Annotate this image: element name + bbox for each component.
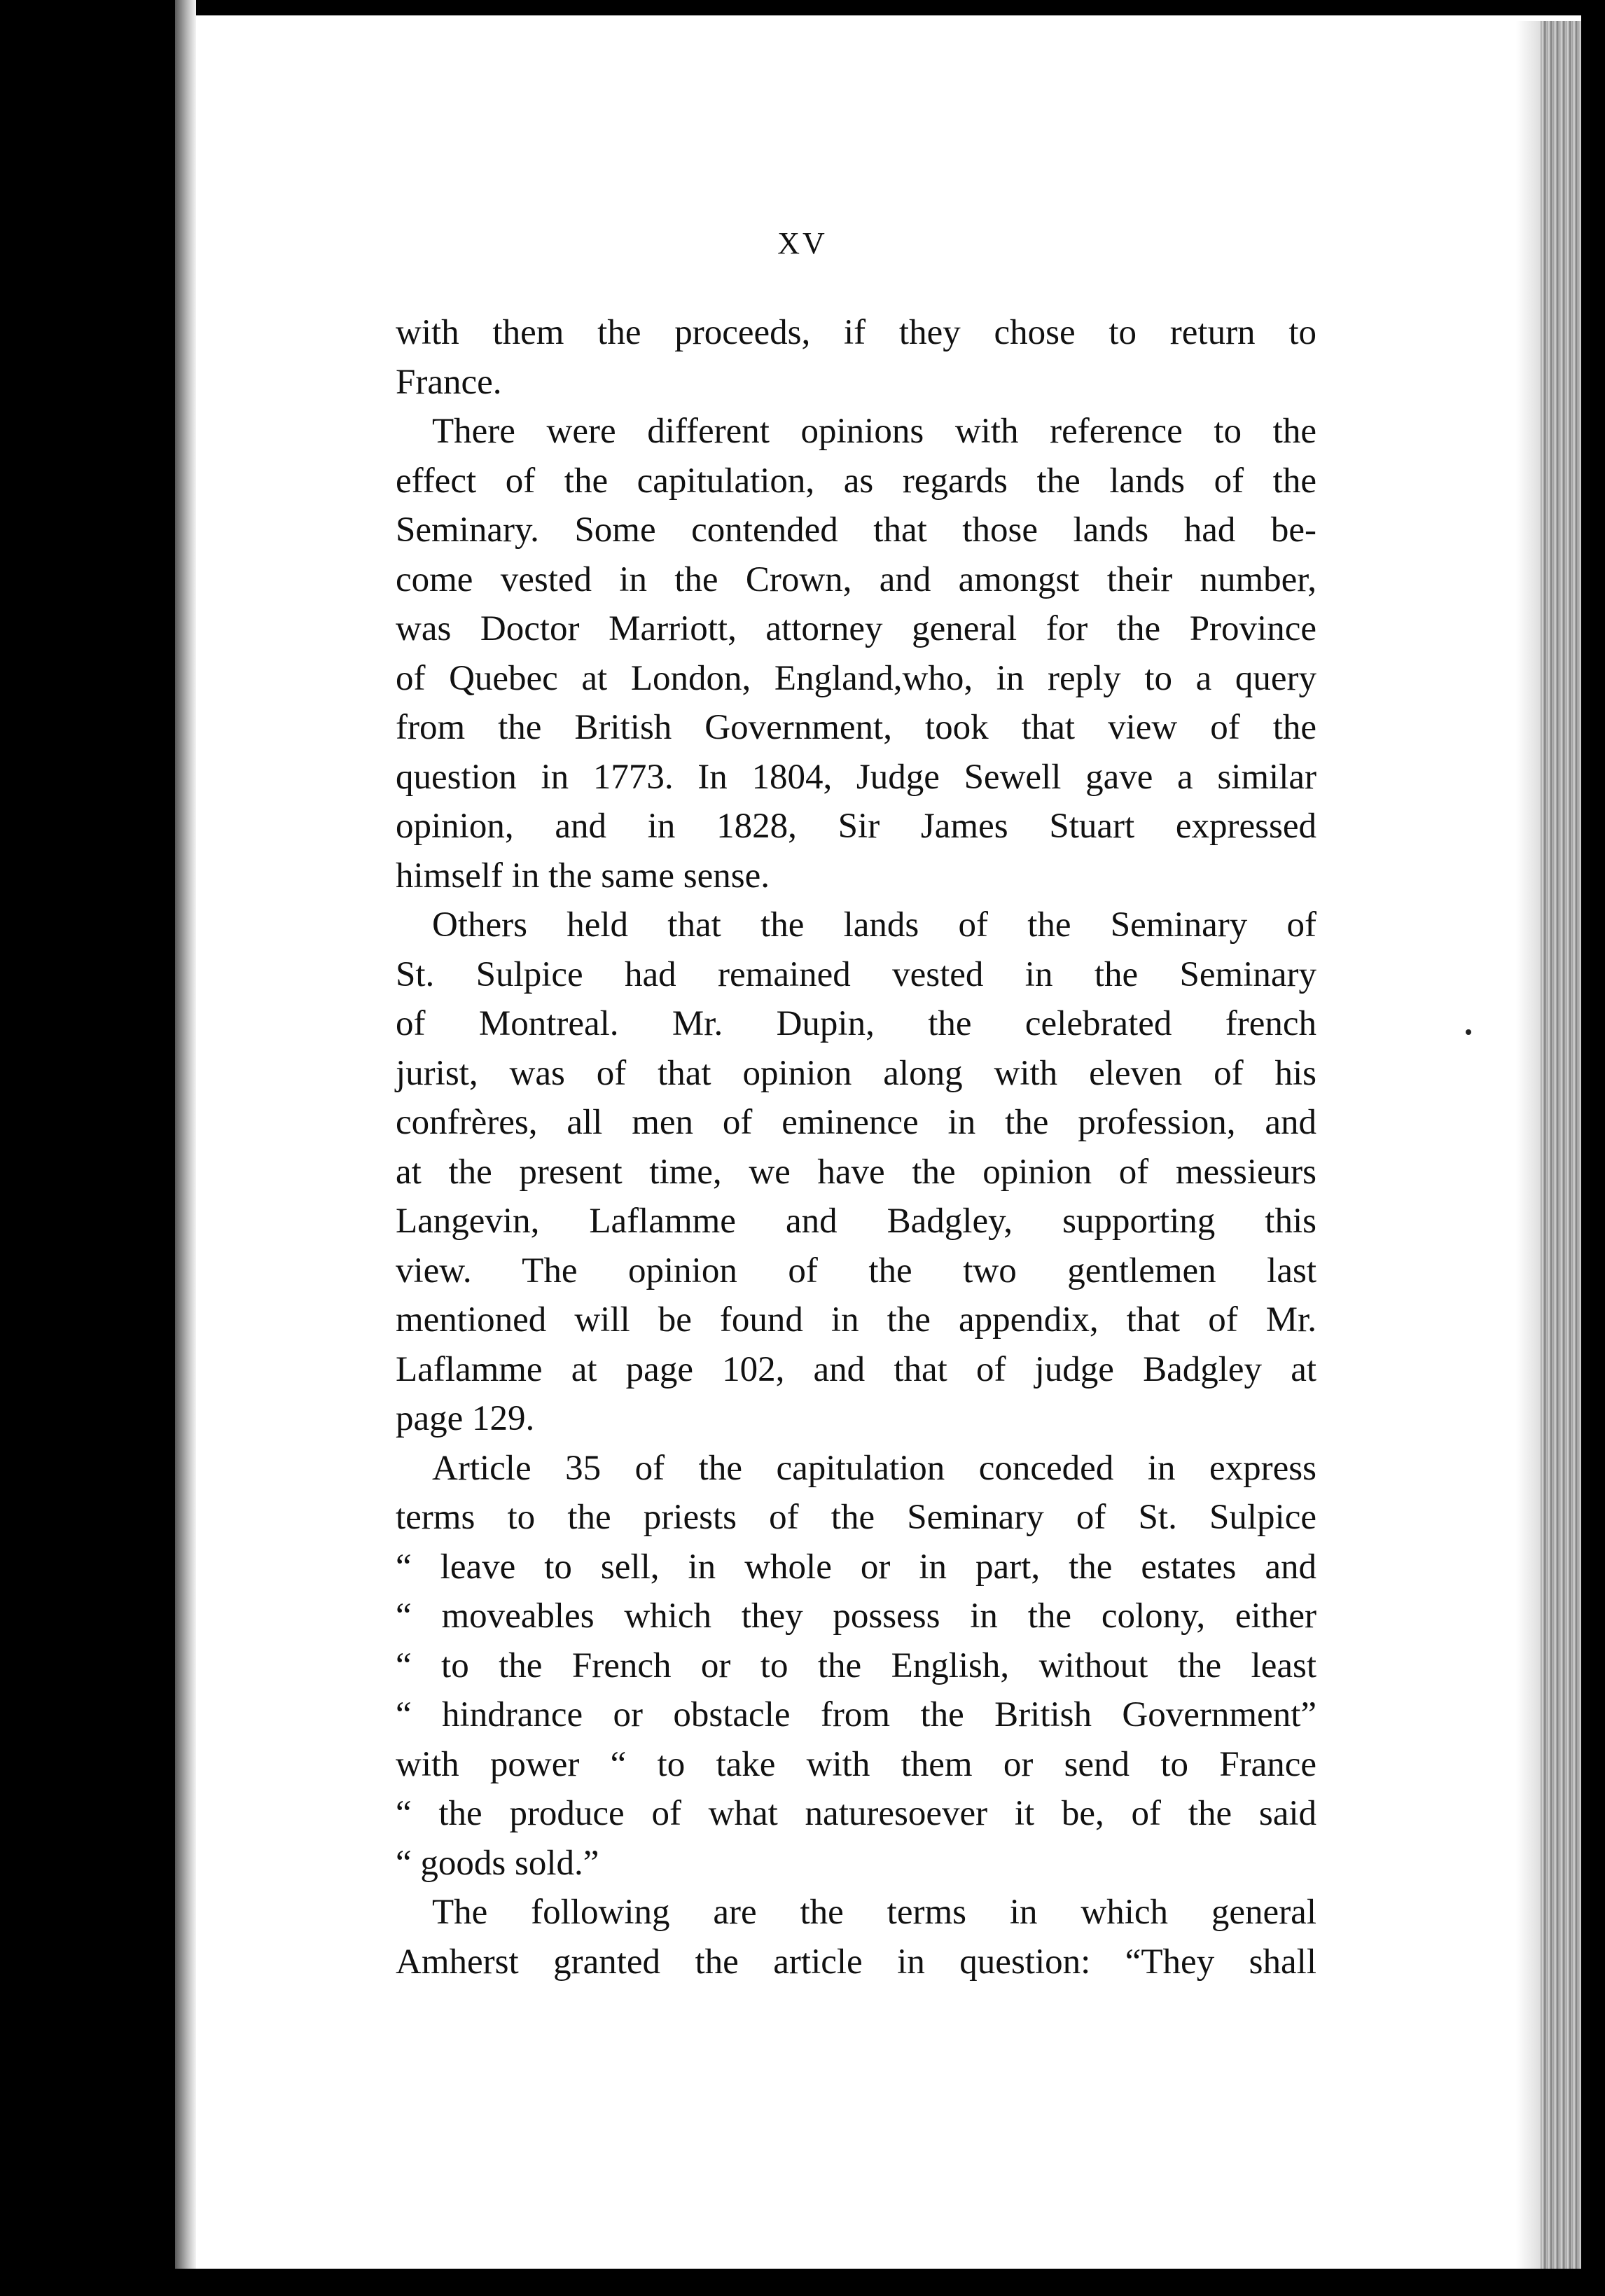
scan-speck xyxy=(1466,1029,1471,1035)
paragraph-2 xyxy=(396,407,1316,900)
text-line: Article 35 of the capitulation conceded in express xyxy=(432,1448,1316,1488)
text-line: “ the produce of what naturesoever it be, of the said xyxy=(396,1794,1316,1833)
text-line: from the British Government, took that view of the xyxy=(396,708,1316,747)
text-line: “ to the French or to the English, without the least xyxy=(396,1646,1316,1685)
paragraph-3 xyxy=(396,900,1316,1444)
text-line: Seminary. Some contended that those lands had be- xyxy=(396,510,1316,550)
text-line: jurist, was of that opinion along with eleven of his xyxy=(396,1053,1316,1093)
text-line: question in 1773. In 1804, Judge Sewell gave a similar xyxy=(396,757,1316,797)
text-line: “ goods sold.” xyxy=(396,1843,599,1883)
paragraph-5 xyxy=(396,1888,1316,1987)
text-line: France. xyxy=(396,362,502,402)
page-edge-right xyxy=(1541,21,1583,2269)
scan-background-bottom xyxy=(0,2269,1605,2296)
text-line: of Quebec at London, England,who, in reply to a query xyxy=(396,658,1316,698)
text-line: page 129. xyxy=(396,1399,535,1438)
paragraph-4 xyxy=(396,1444,1316,1888)
text-line: opinion, and in 1828, Sir James Stuart expressed xyxy=(396,807,1316,846)
scan-background-right xyxy=(1581,0,1605,2296)
text-line: Laflamme at page 102, and that of judge Badgley at xyxy=(396,1349,1316,1389)
text-line: Others held that the lands of the Seminary of xyxy=(432,905,1316,945)
scan-background-top xyxy=(196,0,1605,15)
text-line: was Doctor Marriott, attorney general for the Province xyxy=(396,609,1316,648)
text-line: view. The opinion of the two gentlemen last xyxy=(396,1251,1316,1290)
binding-edge-left xyxy=(175,0,196,2296)
paragraph-1 xyxy=(396,308,1316,407)
page-edge-fade xyxy=(1516,21,1544,2269)
text-line: himself in the same sense. xyxy=(396,856,770,896)
text-line: There were different opinions with reference to the xyxy=(432,412,1316,451)
text-line: mentioned will be found in the appendix, that of Mr. xyxy=(396,1300,1316,1340)
binding-shadow-left xyxy=(0,0,175,2296)
body-text xyxy=(396,308,1316,1987)
text-line: Langevin, Laflamme and Badgley, supporting this xyxy=(396,1202,1316,1241)
text-line: Amherst granted the article in question: “They shall xyxy=(396,1942,1316,1982)
text-line: with them the proceeds, if they chose to return to xyxy=(396,313,1316,352)
text-line: with power “ to take with them or send to France xyxy=(396,1744,1316,1784)
text-line: The following are the terms in which general xyxy=(432,1893,1316,1932)
text-line: “ leave to sell, in whole or in part, the estates and xyxy=(396,1547,1316,1587)
text-line: come vested in the Crown, and amongst their number, xyxy=(396,559,1316,599)
text-line: St. Sulpice had remained vested in the Seminary xyxy=(396,954,1316,994)
text-line: at the present time, we have the opinion of messieurs xyxy=(396,1152,1316,1192)
text-line: of Montreal. Mr. Dupin, the celebrated french xyxy=(396,1004,1316,1043)
text-line: confrères, all men of eminence in the profession, and xyxy=(396,1103,1316,1142)
text-line: effect of the capitulation, as regards the lands of the xyxy=(396,461,1316,501)
text-line: “ moveables which they possess in the colony, either xyxy=(396,1596,1316,1636)
text-line: “ hindrance or obstacle from the British Government” xyxy=(396,1695,1316,1734)
text-line: terms to the priests of the Seminary of St. Sulpice xyxy=(396,1498,1316,1537)
page-number: XV xyxy=(777,226,828,260)
